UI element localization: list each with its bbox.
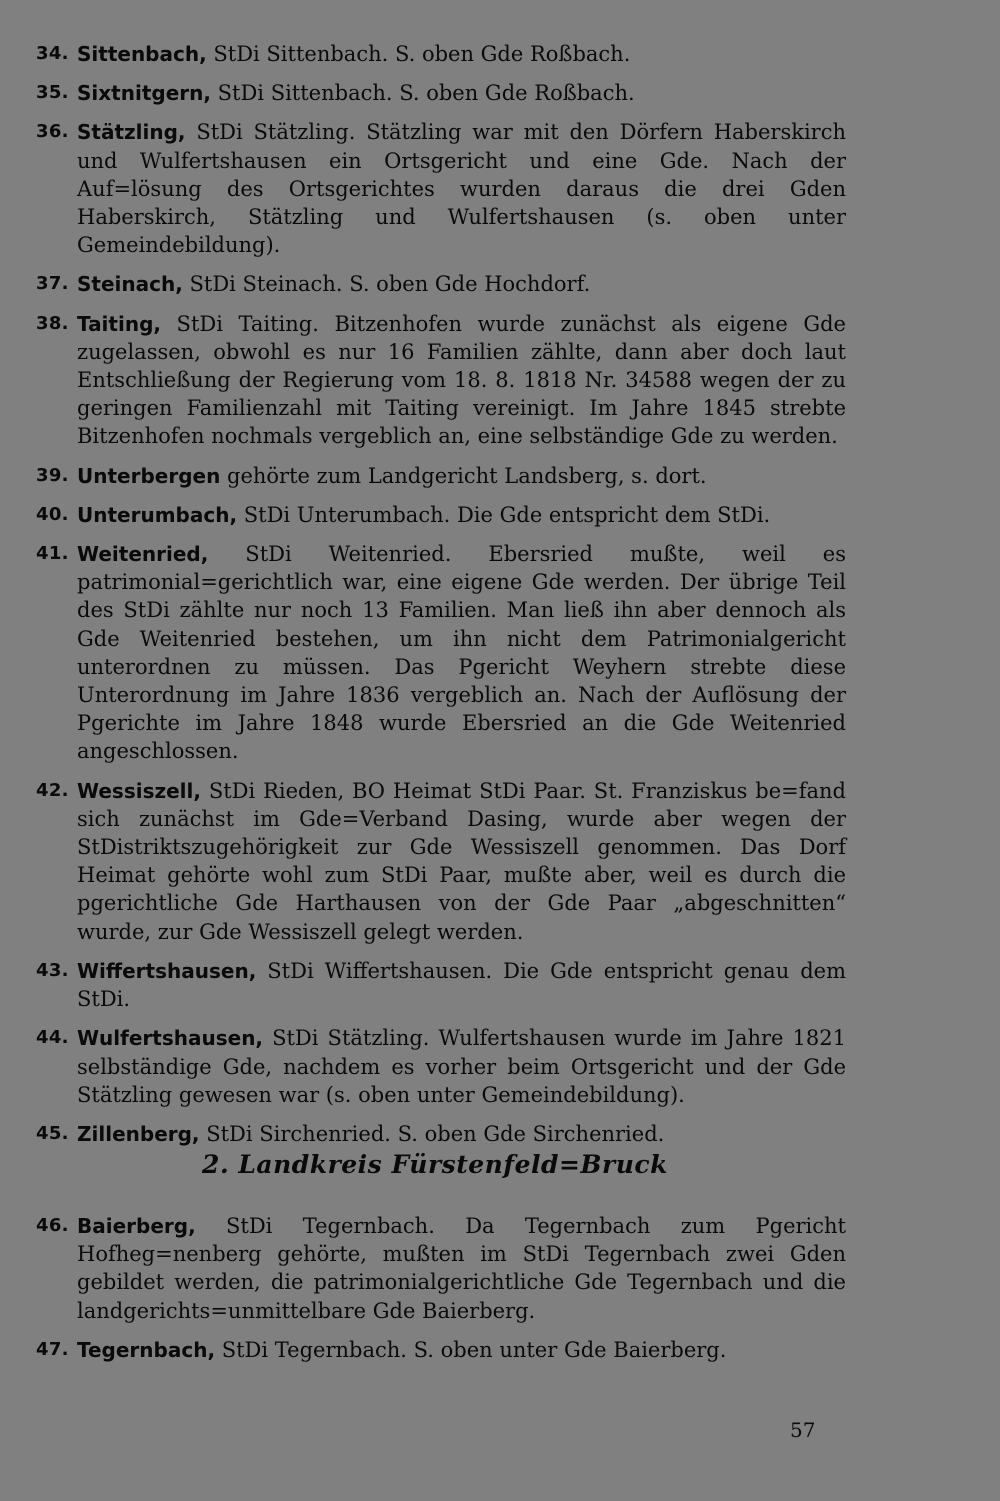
entry-name: Stätzling,: [77, 120, 186, 145]
entry-number: 47.: [36, 1338, 69, 1360]
entry-name: Weitenried,: [77, 542, 209, 567]
entry-name: Zillenberg,: [77, 1121, 200, 1146]
entry-name: Wulfertshausen,: [77, 1026, 264, 1051]
entry-list-section-2: [36, 1212, 846, 1375]
entry: [36, 118, 846, 259]
entry: [36, 1212, 846, 1325]
entry: [36, 462, 846, 490]
entry: [36, 501, 846, 529]
entry-list: [36, 40, 846, 1159]
entry-text: StDi Unterumbach. Die Gde entspricht dem StDi.: [237, 502, 771, 527]
entry-text: StDi Tegernbach. S. oben unter Gde Baierberg.: [215, 1337, 727, 1362]
entry-name: Taiting,: [77, 311, 161, 336]
entry-text: StDi Stätzling. Wulfertshausen wurde im Jahre 1821 selbständige Gde, nachdem es vorher beim Ortsgericht und der Gde Stätzling gewesen war (s. oben unter Gemeindebildung).: [77, 1026, 846, 1107]
entry-number: 39.: [36, 464, 69, 486]
entry-number: 41.: [36, 543, 69, 565]
entry-name: Sixtnitgern,: [77, 81, 211, 106]
entry-number: 36.: [36, 121, 69, 143]
entry: [36, 1120, 846, 1148]
entry-name: Unterumbach,: [77, 502, 238, 527]
entry: [36, 310, 846, 451]
entry: [36, 957, 846, 1013]
entry-text: StDi Wiffertshausen. Die Gde entspricht genau dem StDi.: [77, 958, 846, 1012]
entry-text: StDi Tegernbach. Da Tegernbach zum Pgericht Hofheg=nenberg gehörte, mußten im StDi Tegernbach zwei Gden gebildet werden, die patrimonialgerichtliche Gde Tegernbach und die landgerichts=unmittelbare Gde Baierberg.: [77, 1214, 846, 1323]
entry: [36, 1336, 846, 1364]
entry-number: 46.: [36, 1215, 69, 1236]
entry-text: StDi Taiting. Bitzenhofen wurde zunächst als eigene Gde zugelassen, obwohl es nur 16 Familien zählte, dann aber doch laut Entschließung der Regierung vom 18. 8. 1818 Nr. 34588 wegen der zu geringen Familienzahl mit Taiting vereinigt. Im Jahre 1845 strebte Bitzenhofen nochmals vergeblich an, eine selbständige Gde zu werden.: [77, 311, 846, 449]
entry-number: 40.: [36, 503, 69, 525]
entry-name: Tegernbach,: [77, 1337, 216, 1362]
entry-number: 44.: [36, 1027, 69, 1049]
entry-text: StDi Sirchenried. S. oben Gde Sirchenried.: [199, 1121, 665, 1146]
entry: [36, 540, 846, 766]
entry-number: 38.: [36, 312, 69, 334]
entry-name: Wessiszell,: [77, 778, 201, 803]
entry-name: Baierberg,: [77, 1214, 196, 1238]
entry-text: gehörte zum Landgericht Landsberg, s. dort.: [220, 463, 707, 488]
entry: [36, 1024, 846, 1109]
entry-text: StDi Rieden, BO Heimat StDi Paar. St. Franziskus be=fand sich zunächst im Gde=Verband Dasing, wurde aber wegen der StDistriktszugehörigkeit zur Gde Wessiszell genommen. Das Dorf Heimat gehörte wohl zum StDi Paar, mußte aber, weil es durch die pgerichtliche Gde Harthausen von der Gde Paar „abgeschnitten“ wurde, zur Gde Wessiszell gelegt werden.: [77, 778, 846, 944]
entry-number: 34.: [36, 43, 69, 64]
entry-name: Wiffertshausen,: [77, 958, 257, 983]
entry-number: 37.: [36, 273, 69, 295]
entry-text: StDi Sittenbach. S. oben Gde Roßbach.: [210, 81, 635, 106]
entry-name: Steinach,: [77, 272, 183, 297]
entry-number: 45.: [36, 1122, 69, 1144]
entry-number: 43.: [36, 959, 69, 981]
entry-text: StDi Sittenbach. S. oben Gde Roßbach.: [206, 42, 631, 66]
entry: [36, 777, 846, 946]
entry-text: StDi Steinach. S. oben Gde Hochdorf.: [182, 272, 591, 297]
entry: [36, 79, 846, 107]
section-heading: 2. Landkreis Fürstenfeld=Bruck: [202, 1150, 668, 1179]
entry-number: 35.: [36, 82, 69, 104]
entry-number: 42.: [36, 779, 69, 801]
entry-text: StDi Stätzling. Stätzling war mit den Dörfern Haberskirch und Wulfertshausen ein Ortsgericht und eine Gde. Nach der Auf=lösung des Ortsgerichtes wurden daraus die drei Gden Haberskirch, Stätzling und Wulfertshausen (s. oben unter Gemeindebildung).: [77, 120, 846, 258]
entry: [36, 270, 846, 298]
entry-text: StDi Weitenried. Ebersried mußte, weil es patrimonial=gerichtlich war, eine eigene Gde werden. Der übrige Teil des StDi zählte nur noch 13 Familien. Man ließ ihn aber dennoch als Gde Weitenried bestehen, um ihn nicht dem Patrimonialgericht unterordnen zu müssen. Das Pgericht Weyhern strebte diese Unterordnung im Jahre 1836 vergeblich an. Nach der Auflösung der Pgerichte im Jahre 1848 wurde Ebersried an die Gde Weitenried angeschlossen.: [77, 542, 846, 764]
entry-name: Unterbergen: [77, 463, 221, 488]
entry-name: Sittenbach,: [77, 42, 207, 66]
entry: [36, 40, 846, 68]
page-number: 57: [790, 1418, 816, 1442]
